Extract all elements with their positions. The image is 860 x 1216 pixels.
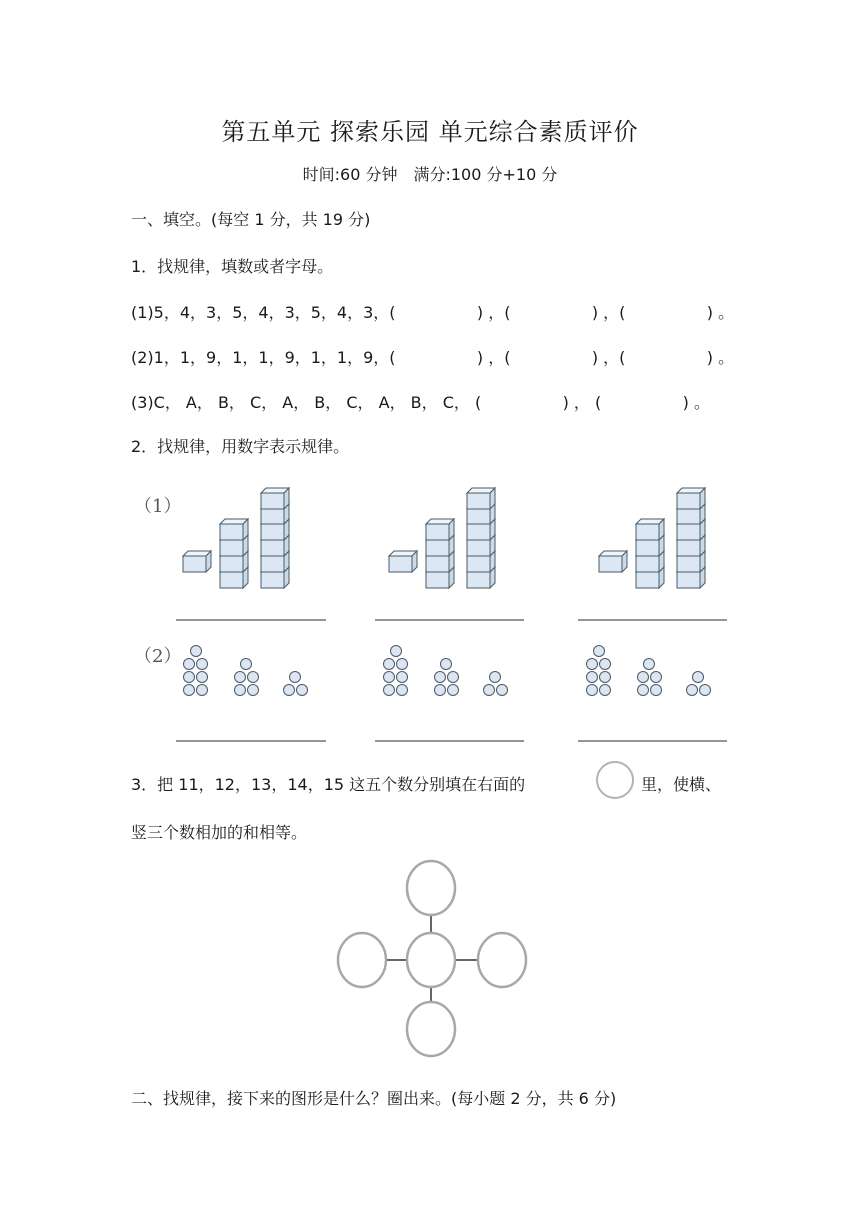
exam-info: 时间:60 分钟 满分:100 分+10 分: [302, 165, 558, 184]
cross-diagram: [338, 861, 526, 1056]
cube-pattern-1: [183, 488, 289, 588]
circle-left: [338, 933, 386, 987]
cube-pattern-2: [389, 488, 495, 588]
q2-prompt: 2．找规律，用数字表示规律。: [131, 437, 350, 456]
circle-center: [407, 933, 455, 987]
circle-top: [407, 861, 455, 915]
q3-prompt-part2: 里，使横、: [641, 775, 722, 794]
q2-label-1: （1）: [134, 496, 182, 517]
section2-heading: 二、找规律，接下来的图形是什么？圈出来。(每小题 2 分，共 6 分): [131, 1089, 617, 1108]
inline-circle-icon: [596, 761, 634, 799]
dot-pattern-1: [184, 646, 308, 696]
circle-right: [478, 933, 526, 987]
dot-pattern-2: [384, 646, 508, 696]
q3-prompt-part1: 3．把 11，12，13，14，15 这五个数分别填在右面的: [131, 775, 526, 794]
q1-prompt: 1．找规律，填数或者字母。: [131, 257, 334, 276]
circle-bottom: [407, 1002, 455, 1056]
q1-item-2: (2)1，1，9，1，1，9，1，1，9，( ) ，( ) ，( ) 。: [131, 348, 735, 367]
q2-label-2: （2）: [134, 646, 182, 667]
q1-item-1: (1)5，4，3，5，4，3，5，4，3，( ) ，( ) ，( ) 。: [131, 303, 735, 322]
dot-pattern-3: [587, 646, 711, 696]
cube-pattern-3: [599, 488, 705, 588]
q1-item-3: (3)C， A， B， C， A， B， C， A， B， C， ( ) ， ( ) 。: [131, 393, 710, 412]
page-title: 第五单元 探索乐园 单元综合素质评价: [221, 118, 639, 146]
section1-heading: 一、填空。(每空 1 分，共 19 分): [131, 210, 371, 229]
q3-prompt-line2: 竖三个数相加的和相等。: [131, 823, 308, 842]
